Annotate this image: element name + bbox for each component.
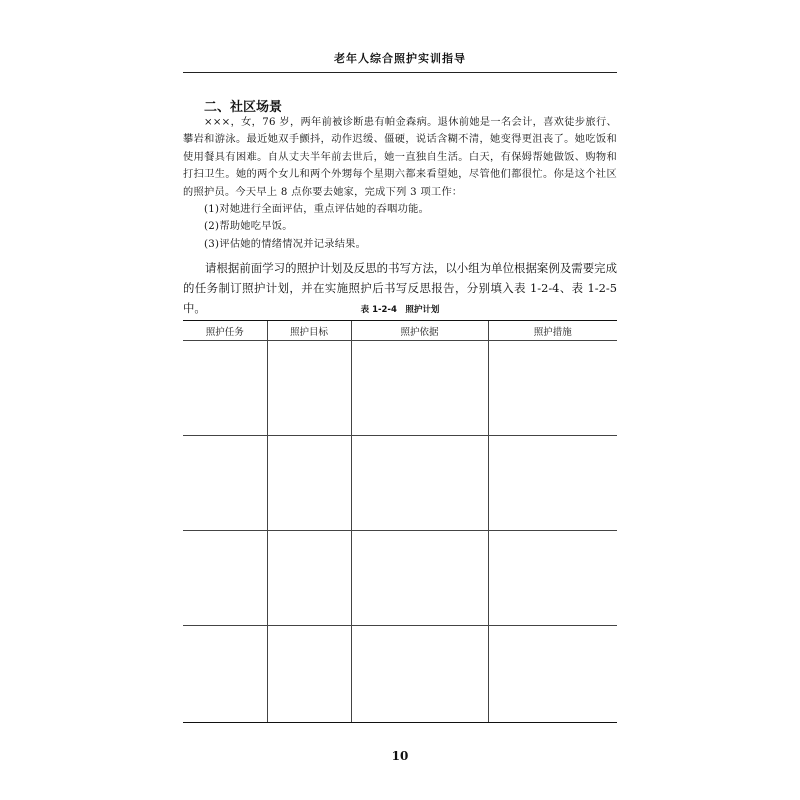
task-item: (3)评估她的情绪情况并记录结果。 [204, 238, 367, 250]
task-item: (2)帮助她吃早饭。 [204, 221, 293, 233]
running-header: 老年人综合照护实训指导 [183, 50, 617, 73]
table-cell[interactable] [351, 626, 488, 723]
page-number: 10 [391, 749, 409, 763]
table-row [183, 531, 617, 626]
table-cell[interactable] [351, 531, 488, 626]
table-cell[interactable] [488, 531, 617, 626]
table-cell[interactable] [351, 436, 488, 531]
table-cell[interactable] [183, 436, 267, 531]
column-header-task: 照护任务 [183, 321, 267, 341]
table-cell[interactable] [267, 626, 351, 723]
table-cell[interactable] [488, 626, 617, 723]
table-cell[interactable] [183, 531, 267, 626]
care-plan-table [183, 320, 617, 723]
table-cell[interactable] [267, 531, 351, 626]
table-cell[interactable] [183, 341, 267, 436]
instruction-paragraph: 请根据前面学习的照护计划及反思的书写方法，以小组为单位根据案例及需要完成的任务制订照护计划，并在实施照护后书写反思报告，分别填入表 1-2-4、表 1-2-5 中。 [183, 261, 617, 315]
table-row [183, 341, 617, 436]
table-cell[interactable] [488, 341, 617, 436]
table-cell[interactable] [351, 341, 488, 436]
table-cell[interactable] [267, 341, 351, 436]
table-cell[interactable] [183, 626, 267, 723]
table-cell[interactable] [267, 436, 351, 531]
section-title: 二、社区场景 [204, 100, 283, 115]
column-header-basis: 照护依据 [351, 321, 488, 341]
task-item: (1)对她进行全面评估，重点评估她的吞咽功能。 [204, 204, 430, 216]
table-row [183, 436, 617, 531]
column-header-measures: 照护措施 [488, 321, 617, 341]
case-paragraph: ×××，女，76 岁，两年前被诊断患有帕金森病。退休前她是一名会计，喜欢徒步旅行、攀岩和游泳。最近她双手颤抖，动作迟缓、僵硬，说话含糊不清，她变得更沮丧了。她吃饭和使用餐具有困难。自从丈夫半年前去世后，她一直独自生活。白天，有保姆帮她做饭、购物和打扫卫生。她的两个女儿和两个外甥每个星期六都来看望她，尽管他们都很忙。你是这个社区的照护员。今天早上 8 点你要去她家，完成下列 3 项工作： [183, 117, 617, 198]
table-caption: 表 1-2-4 照护计划 [360, 305, 440, 315]
table-header-row [183, 321, 617, 341]
column-header-goal: 照护目标 [267, 321, 351, 341]
table-row [183, 626, 617, 723]
case-description [183, 114, 617, 253]
table-cell[interactable] [488, 436, 617, 531]
